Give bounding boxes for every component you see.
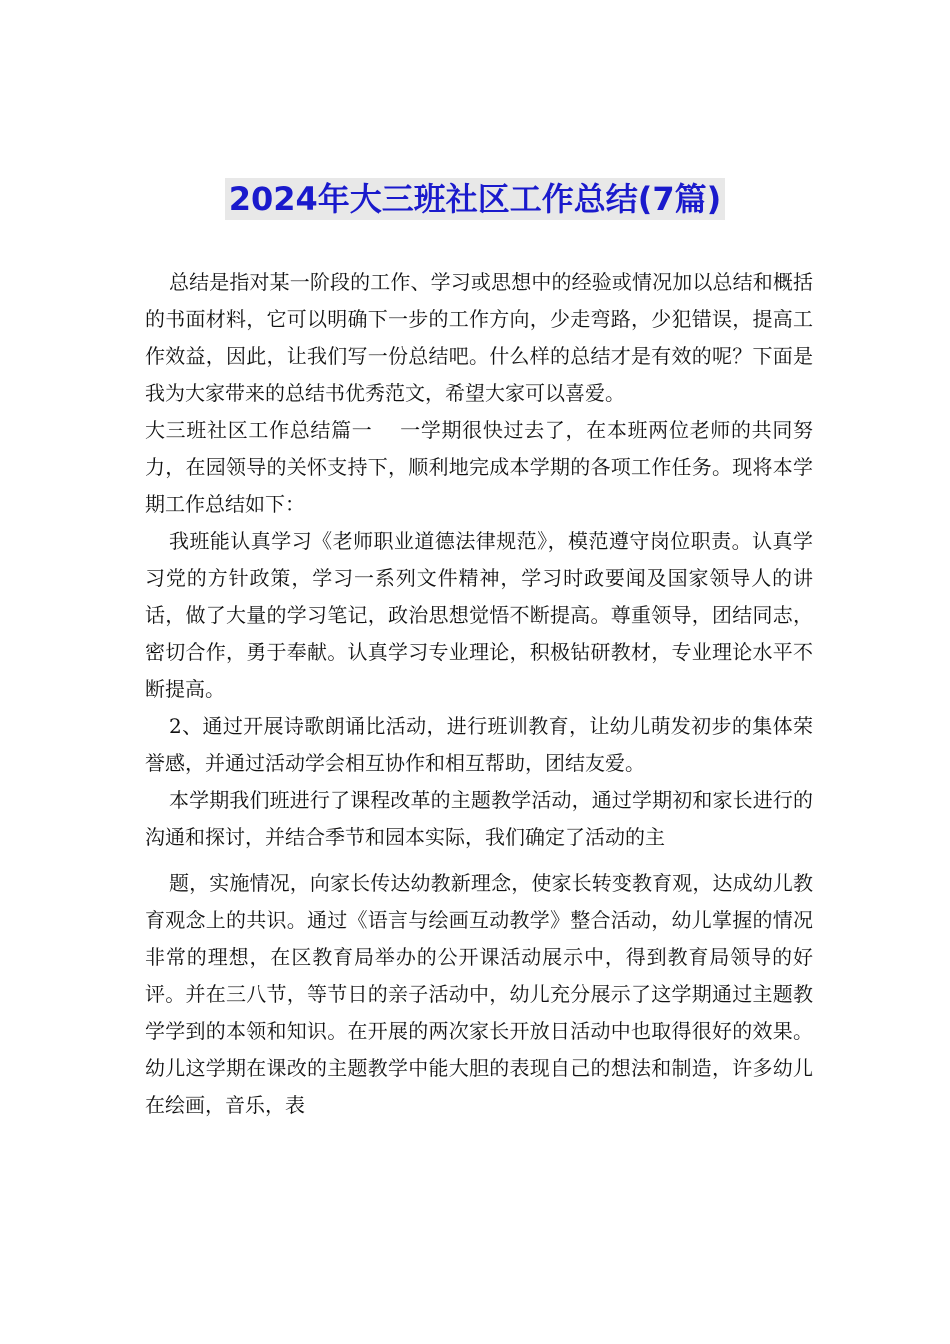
paragraph-study: 我班能认真学习《老师职业道德法律规范》，模范遵守岗位职责。认真学习党的方针政策，学习一系列文件精神，学习时政要闻及国家领导人的讲话，做了大量的学习笔记，政治思想觉悟不断提高。尊重领导，团结同志，密切合作，勇于奉献。认真学习专业理论，积极钻研教材，专业理论水平不断提高。 bbox=[145, 529, 813, 701]
paragraph-curriculum-continued: 题，实施情况，向家长传达幼教新理念，使家长转变教育观，达成幼儿教育观念上的共识。通过《语言与绘画互动教学》整合活动，幼儿掌握的情况非常的理想，在区教育局举办的公开课活动展示中，得到教育局领导的好评。并在三八节，等节日的亲子活动中，幼儿充分展示了这学期通过主题教学学到的本领和知识。在开展的两次家长开放日活动中也取得很好的效果。幼儿这学期在课改的主题教学中能大胆的表现自己的想法和制造，许多幼儿在绘画，音乐，表 bbox=[145, 871, 813, 1117]
document-title: 2024年大三班社区工作总结(7篇) bbox=[225, 178, 726, 220]
document-body bbox=[145, 264, 813, 1124]
paragraph-item-2: 2、通过开展诗歌朗诵比活动，进行班训教育，让幼儿萌发初步的集体荣誉感，并通过活动学会相互协作和相互帮助，团结友爱。 bbox=[145, 714, 813, 775]
paragraph-intro: 总结是指对某一阶段的工作、学习或思想中的经验或情况加以总结和概括的书面材料，它可以明确下一步的工作方向，少走弯路，少犯错误，提高工作效益，因此，让我们写一份总结吧。什么样的总结才是有效的呢？下面是我为大家带来的总结书优秀范文，希望大家可以喜爱。 bbox=[145, 270, 813, 405]
title-container bbox=[0, 178, 950, 220]
paragraph-section-heading: 大三班社区工作总结篇一 一学期很快过去了，在本班两位老师的共同努力，在园领导的关怀支持下，顺利地完成本学期的各项工作任务。现将本学期工作总结如下： bbox=[145, 418, 813, 516]
paragraph-curriculum: 本学期我们班进行了课程改革的主题教学活动，通过学期初和家长进行的沟通和探讨，并结合季节和园本实际，我们确定了活动的主 bbox=[145, 788, 813, 849]
